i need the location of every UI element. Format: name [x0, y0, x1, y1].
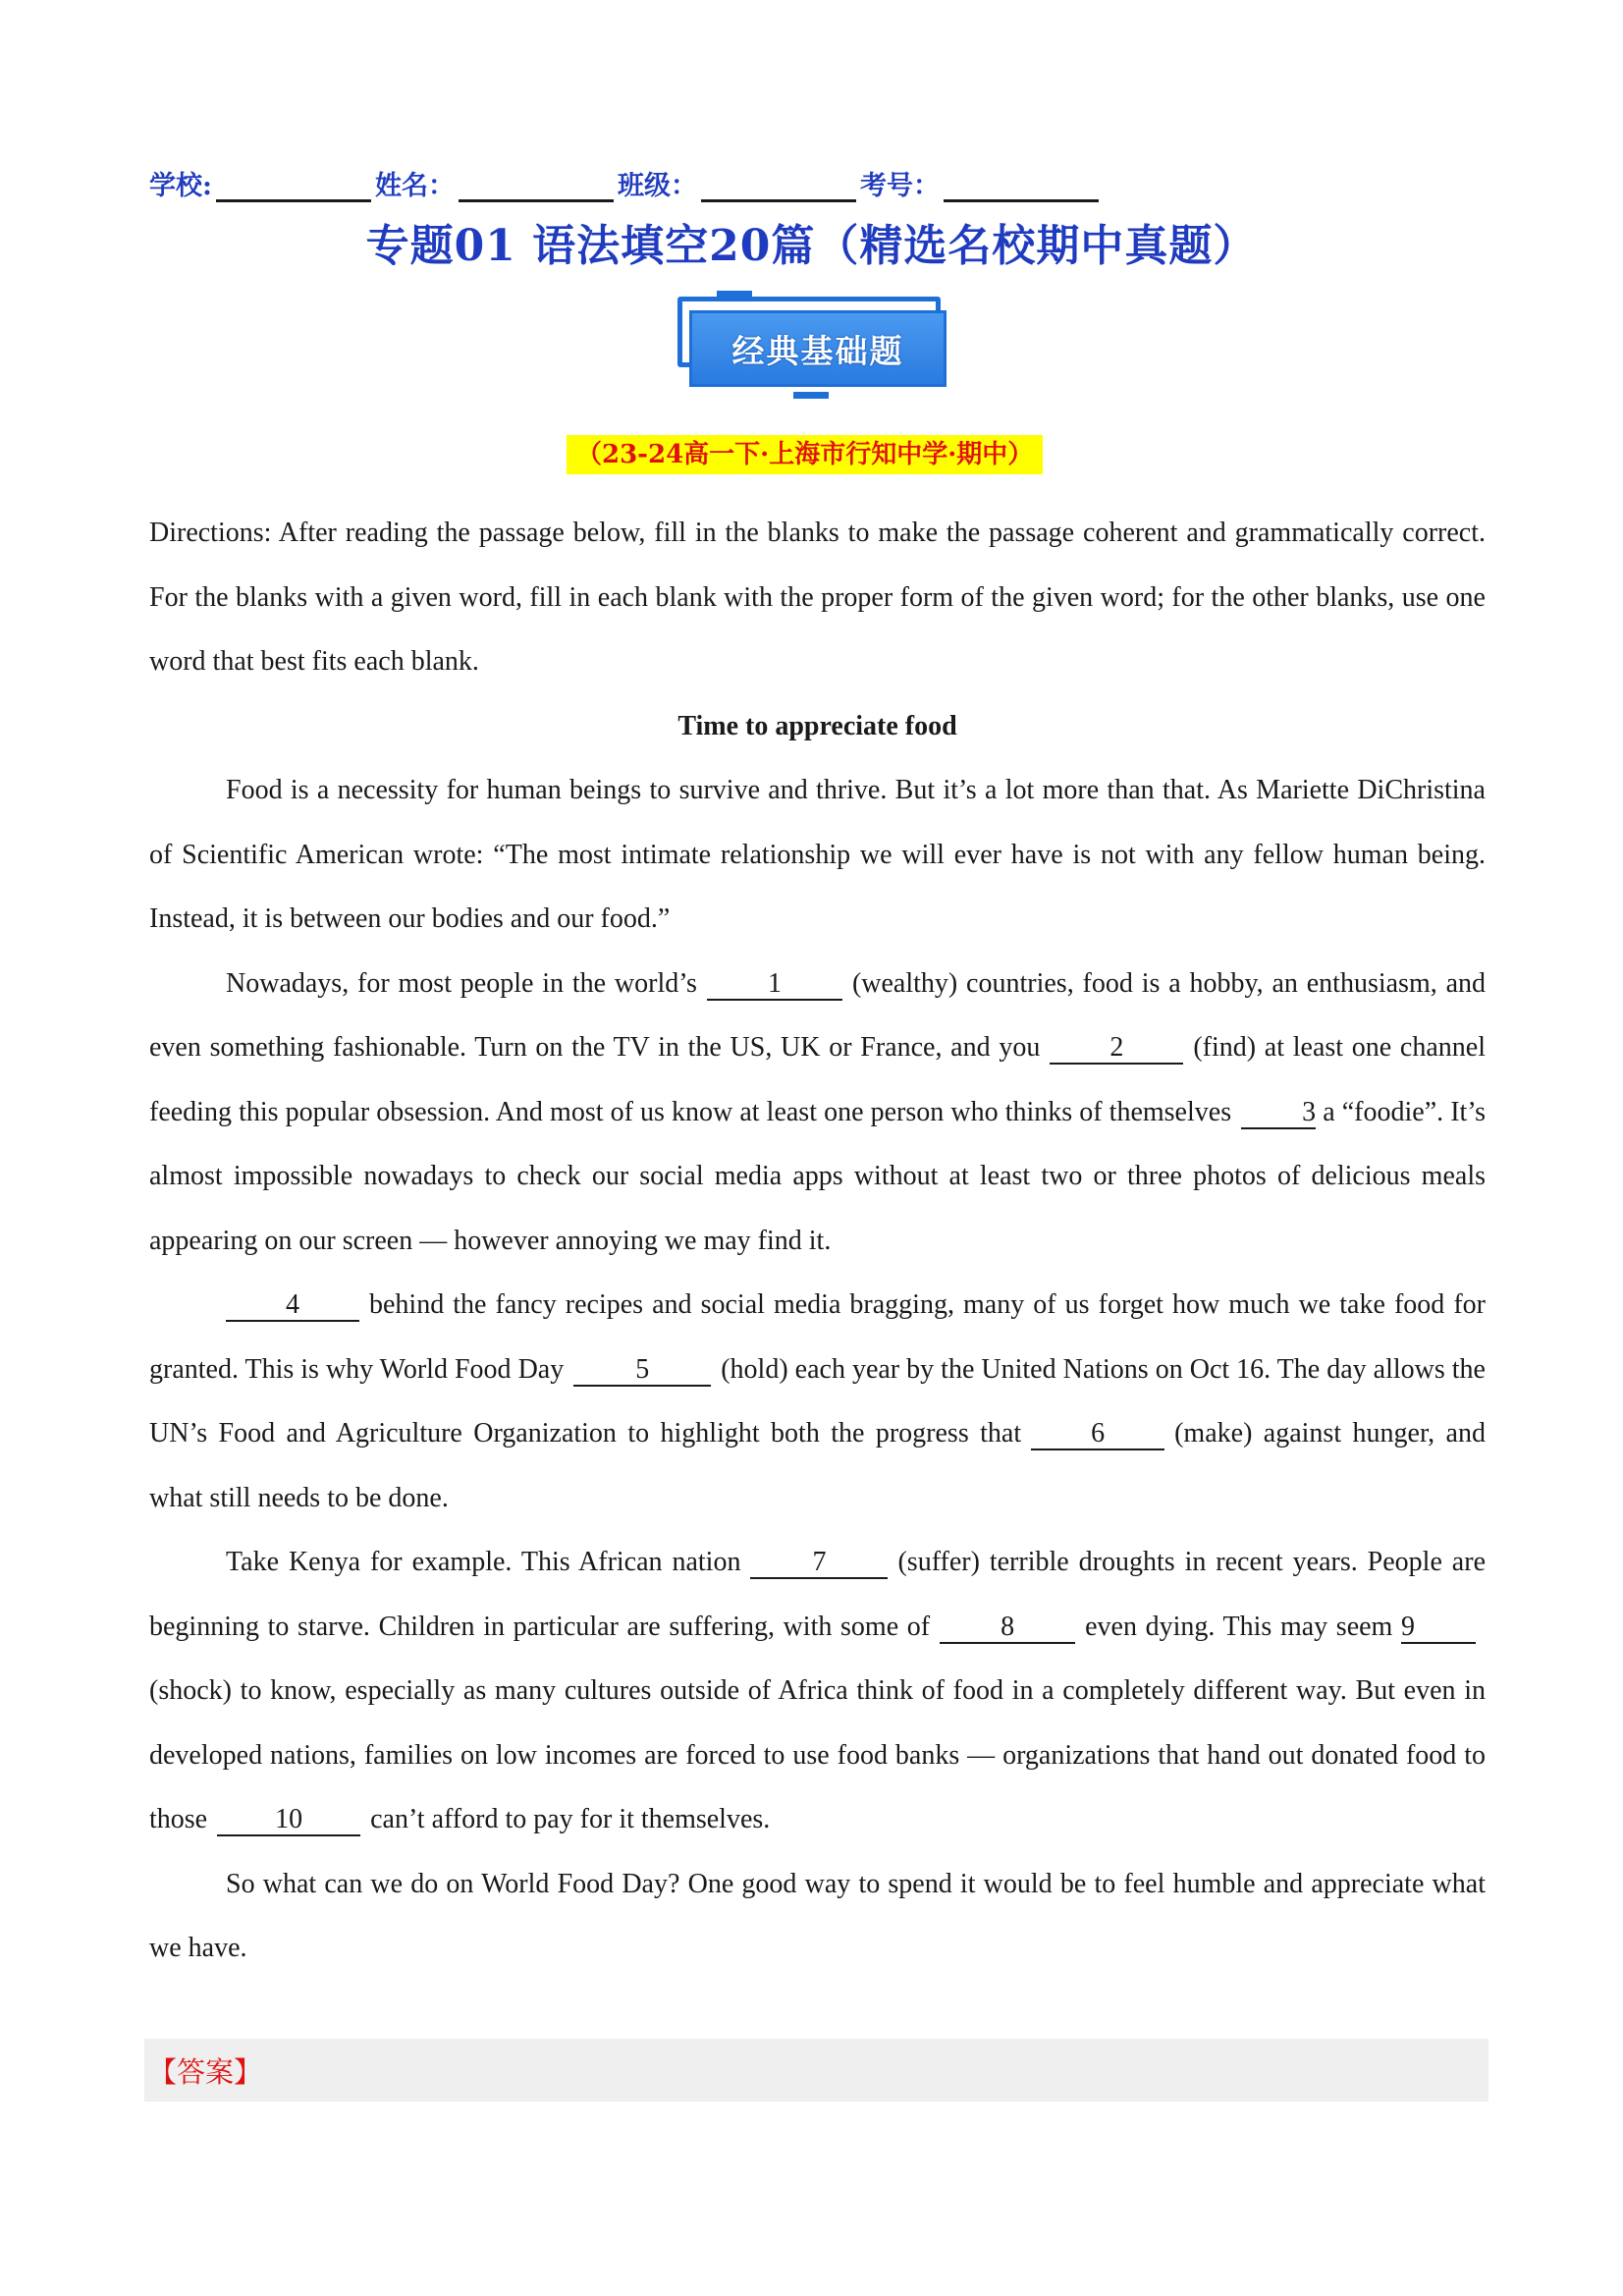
page-title: 专题01 语法填空20篇（精选名校期中真题） [365, 221, 1258, 271]
blank-8[interactable]: 8 [940, 1613, 1075, 1644]
document-body [149, 501, 1486, 1981]
name-blank-line[interactable] [459, 170, 614, 202]
paragraph-5: So what can we do on World Food Day? One good way to spend it would be to feel humble and appreciate what we have. [149, 1868, 1486, 1963]
blank-5[interactable]: 5 [573, 1355, 711, 1387]
class-blank-line[interactable] [701, 170, 856, 202]
paragraph-4-text-e: can’t afford to pay for it themselves. [370, 1804, 771, 1834]
paragraph-3-text-a: behind the fancy recipes and social media bragging, many of us forget how much we take food for granted. This is why World Food Day [149, 1289, 1486, 1385]
blank-4[interactable]: 4 [226, 1290, 359, 1322]
blank-6[interactable]: 6 [1031, 1419, 1164, 1450]
paragraph-2-text-b: (wealthy) countries, food is a hobby, an enthusiasm, and even something fashionable. Turn on the TV in the US, UK or France, and you [149, 967, 1486, 1063]
blank-9[interactable]: 9 [1401, 1613, 1476, 1644]
exam-number-field[interactable] [860, 164, 1101, 202]
class-label: 班级： [617, 171, 697, 201]
blank-1[interactable]: 1 [707, 969, 842, 1001]
name-label: 姓名： [374, 171, 455, 201]
paragraph-2-text-c: (find) at least one channel feeding this popular obsession. And most of us know at least one person who thinks of themselves [149, 1032, 1486, 1127]
passage-title: Time to appreciate food [677, 710, 957, 741]
paragraph-4-text-c: even dying. This may seem [1085, 1611, 1393, 1642]
paragraph-4-text-a: Take Kenya for example. This African nation [226, 1547, 741, 1577]
name-field[interactable] [375, 164, 616, 202]
school-blank-line[interactable] [216, 170, 371, 202]
exam-number-label: 考号： [859, 171, 940, 201]
school-label: 学校: [149, 171, 212, 201]
exam-number-blank-line[interactable] [944, 170, 1099, 202]
answer-label: 【答案】 [148, 2054, 263, 2089]
paragraph-4 [149, 1530, 1486, 1852]
paragraph-3 [149, 1273, 1486, 1530]
directions: Directions: After reading the passage below, fill in the blanks to make the passage coherent and grammatically correct. For the blanks with a given word, fill in each blank with the proper form of the given word; for the other blanks, use one word that best fits each blank. [149, 518, 1486, 677]
paragraph-3-text-b: (hold) each year by the United Nations on Oct 16. The day allows the UN’s Food and Agriculture Organization to highlight both the progress that [149, 1353, 1486, 1449]
blank-3[interactable]: 3 [1241, 1098, 1316, 1129]
class-field[interactable] [618, 164, 858, 202]
paragraph-2-text-d: a “foodie”. It’s almost impossible nowadays to check our social media apps without at least two or three photos of delicious meals appearing on our screen — however annoying we may find it. [149, 1096, 1487, 1256]
blank-2[interactable]: 2 [1050, 1033, 1183, 1065]
badge-accent-bottom [793, 392, 829, 399]
paragraph-3-text-c: (make) against hunger, and what still needs to be done. [149, 1418, 1486, 1513]
source-highlight: （23-24高一下·上海市行知中学·期中） [567, 435, 1043, 474]
badge-accent-top [717, 291, 752, 298]
section-badge [677, 297, 952, 399]
badge-label: 经典基础题 [689, 310, 947, 387]
paragraph-4-text-d: (shock) to know, especially as many cultures outside of Africa think of food in a completely different way. But even in developed nations, families on low incomes are forced to use food banks — organizations that hand out donated food to those [149, 1675, 1486, 1834]
school-field[interactable] [149, 164, 373, 202]
paragraph-1: Food is a necessity for human beings to survive and thrive. But it’s a lot more than that. As Mariette DiChristina of Scientific American wrote: “The most intimate relationship we will ever have is not with any fellow human being. Instead, it is between our bodies and our food.” [149, 775, 1486, 934]
answer-bar [144, 2039, 1488, 2102]
paragraph-2-text-a: Nowadays, for most people in the world’s [226, 967, 697, 999]
blank-10[interactable]: 10 [217, 1805, 360, 1836]
blank-7[interactable]: 7 [750, 1548, 888, 1579]
paragraph-4-text-b: (suffer) terrible droughts in recent years. People are beginning to starve. Children in particular are suffering, with some of [149, 1547, 1486, 1642]
student-info-row [149, 155, 1103, 202]
paragraph-2 [149, 952, 1486, 1274]
